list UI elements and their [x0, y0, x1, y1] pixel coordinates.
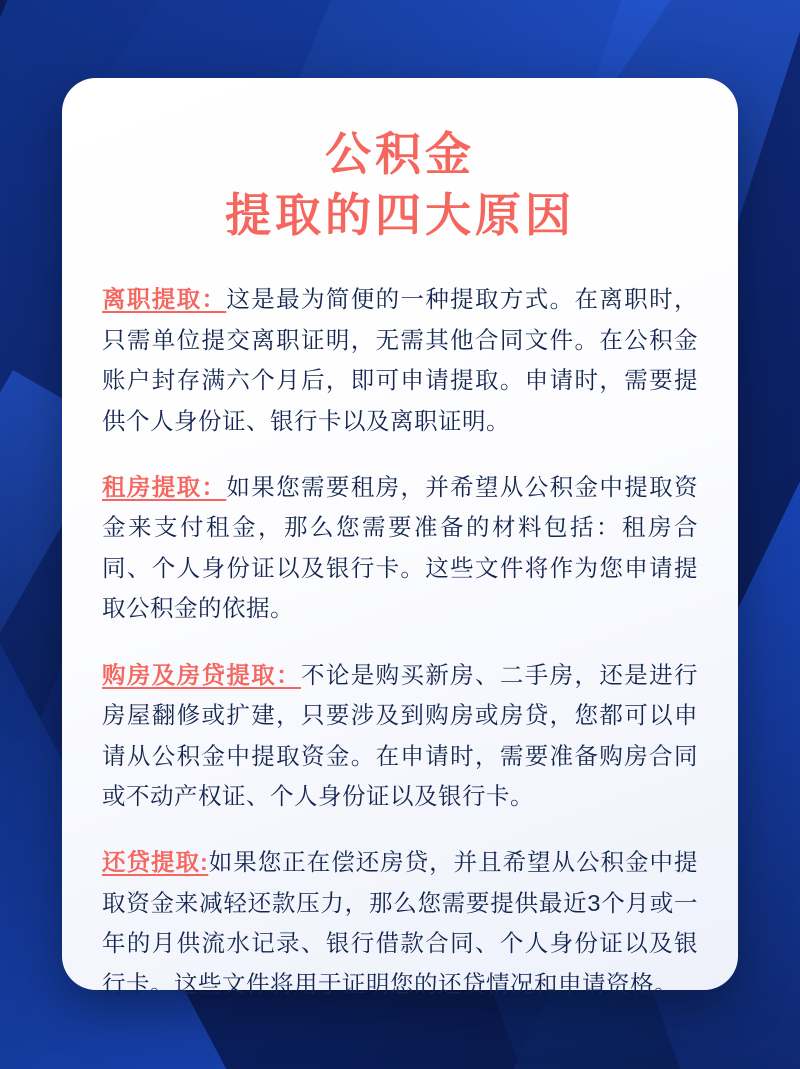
paragraph-lead: 购房及房贷提取： [102, 661, 301, 688]
paragraph-lead: 租房提取： [102, 474, 227, 501]
title-line-1: 公积金 [325, 128, 475, 180]
paragraph-purchase-mortgage [102, 655, 698, 817]
paragraph-body: 这是最为简便的一种提取方式。在离职时，只需单位提交离职证明，无需其他合同文件。在公积金账户封存满六个月后，即可申请提取。申请时，需要提供个人身份证、银行卡以及离职证明。 [102, 286, 699, 434]
page-title [102, 124, 698, 245]
paragraph-body: 如果您正在偿还房贷，并且希望从公积金中提取资金来减轻还款压力，那么您需要提供最近3个月或一年的月供流水记录、银行借款合同、个人身份证以及银行卡。这些文件将用于证明您的还贷情况和申请资格。 [102, 849, 699, 997]
title-line-2: 提取的四大原因 [225, 188, 575, 241]
paragraph-lead: 离职提取： [102, 286, 227, 313]
paragraph-resignation [102, 279, 698, 441]
paragraph-body: 如果您需要租房，并希望从公积金中提取资金来支付租金，那么您需要准备的材料包括：租房合同、个人身份证以及银行卡。这些文件将作为您申请提取公积金的依据。 [102, 474, 699, 622]
paragraph-repayment [102, 842, 698, 1004]
paragraph-rent [102, 467, 698, 629]
paragraph-lead: 还贷提取: [102, 849, 209, 876]
info-card [62, 78, 738, 997]
paragraph-body: 不论是购买新房、二手房，还是进行房屋翻修或扩建，只要涉及到购房或房贷，您都可以申请从公积金中提取资金。在申请时，需要准备购房合同或不动产权证、个人身份证以及银行卡。 [102, 661, 699, 809]
